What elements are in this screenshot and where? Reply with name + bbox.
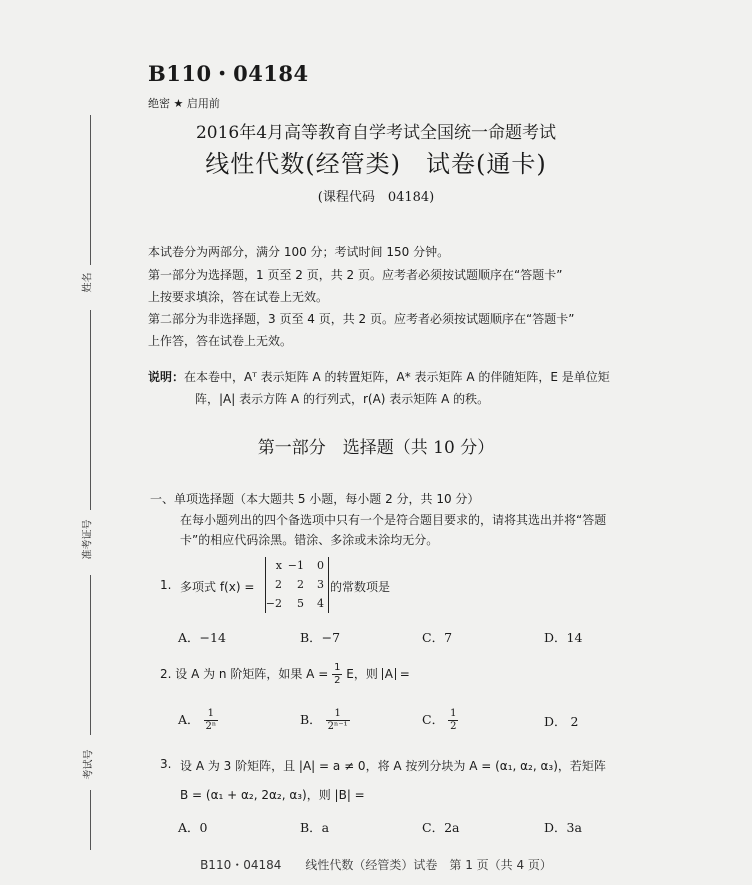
side-label-name: 姓名 bbox=[82, 272, 94, 293]
q1-determinant bbox=[265, 557, 329, 613]
q3-option-d: D．3a bbox=[544, 820, 582, 835]
intro-line-5: 上作答，答在试卷上无效。 bbox=[148, 334, 293, 348]
q2-frac-num: 1 bbox=[334, 662, 341, 673]
matrix-cell: 2 bbox=[297, 578, 304, 591]
side-line-bottom bbox=[90, 790, 91, 850]
note-label: 说明： bbox=[148, 370, 185, 384]
frac-num: 1 bbox=[450, 708, 457, 719]
q1-option-c: C．7 bbox=[422, 630, 453, 645]
matrix-cell: −2 bbox=[265, 597, 282, 610]
q3-option-c: C．2a bbox=[422, 820, 460, 835]
frac-den: 2ⁿ bbox=[205, 721, 217, 732]
q2-frac-den: 2 bbox=[334, 675, 341, 686]
page-footer: B110・04184 线性代数（经管类）试卷 第 1 页（共 4 页） bbox=[200, 858, 552, 872]
side-line-mid bbox=[90, 310, 91, 510]
intro-line-2: 第一部分为选择题，1 页至 2 页，共 2 页。应考者必须按试题顺序在“答题卡” bbox=[148, 268, 563, 282]
frac-den: 2 bbox=[450, 721, 457, 732]
part1-heading: 一、单项选择题（本大题共 5 小题，每小题 2 分，共 10 分） bbox=[150, 492, 480, 506]
matrix-cell: 2 bbox=[275, 578, 282, 591]
q2-option-a-frac bbox=[204, 708, 219, 733]
frac-num: 1 bbox=[204, 708, 219, 721]
subject-title: 线性代数(经管类) 试卷(通卡) bbox=[205, 150, 547, 178]
q1-option-d: D．14 bbox=[544, 630, 583, 645]
frac-num: 1 bbox=[326, 708, 350, 721]
q1-option-b: B．−7 bbox=[300, 630, 341, 645]
q2-option-c-frac bbox=[448, 708, 458, 733]
intro-line-4: 第二部分为非选择题，3 页至 4 页，共 2 页。应考者必须按试题顺序在“答题卡” bbox=[148, 312, 575, 326]
q3-line-2: B = (α₁ + α₂, 2α₂, α₃)，则 |B| = bbox=[180, 788, 365, 802]
part1-instruction-2: 卡”的相应代码涂黑。错涂、多涂或未涂均无分。 bbox=[180, 533, 439, 547]
q2-option-a-letter: A． bbox=[178, 712, 200, 727]
q3-option-a: A．0 bbox=[178, 820, 208, 835]
note-line-2: 阵，|A| 表示方阵 A 的行列式，r(A) 表示矩阵 A 的秩。 bbox=[195, 392, 490, 406]
note-line-1 bbox=[148, 368, 610, 385]
q2-option-d-value: 2 bbox=[570, 714, 579, 729]
q2-option-b-letter: B． bbox=[300, 712, 322, 727]
frac-den: 2ⁿ⁻¹ bbox=[327, 721, 348, 732]
q3-line-1: 设 A 为 3 阶矩阵，且 |A| = a ≠ 0，将 A 按列分块为 A = (α₁, α₂, α₃)，若矩阵 bbox=[180, 759, 606, 773]
q2-option-b bbox=[300, 708, 350, 733]
side-label-exam-id: 准考证号 bbox=[82, 519, 94, 560]
q1-prefix: 多项式 f(x) = bbox=[180, 580, 255, 594]
matrix-cell: −1 bbox=[287, 559, 304, 572]
q2-fraction bbox=[332, 662, 342, 687]
note-text-1: 在本卷中，Aᵀ 表示矩阵 A 的转置矩阵，A* 表示矩阵 A 的伴随矩阵，E 是单位矩 bbox=[184, 370, 610, 384]
q2-mid: E，则 bbox=[346, 667, 378, 681]
q1-number: 1. bbox=[160, 578, 172, 592]
part1-instruction-1: 在每小题列出的四个备选项中只有一个是符合题目要求的，请将其选出并将“答题 bbox=[180, 513, 607, 527]
q2-prefix: 设 A 为 n 阶矩阵，如果 A = bbox=[175, 667, 329, 681]
side-line-top bbox=[90, 115, 91, 265]
q2-option-a bbox=[178, 708, 218, 733]
q2-option-c-letter: C． bbox=[422, 712, 445, 727]
q3-number: 3. bbox=[160, 757, 172, 771]
q2-abs: A bbox=[382, 668, 396, 680]
q3-option-b: B．a bbox=[300, 820, 330, 835]
side-label-room: 考试号 bbox=[83, 749, 95, 780]
q2-number: 2. bbox=[160, 667, 172, 681]
intro-line-1: 本试卷分为两部分，满分 100 分；考试时间 150 分钟。 bbox=[148, 245, 450, 259]
exam-title: 2016年4月高等教育自学考试全国统一命题考试 bbox=[195, 123, 557, 143]
q2-option-c bbox=[422, 708, 458, 733]
matrix-cell: 4 bbox=[317, 597, 324, 610]
matrix-cell: 0 bbox=[317, 559, 324, 572]
matrix-cell: x bbox=[275, 559, 282, 572]
course-code: (课程代码 04184) bbox=[317, 190, 435, 205]
intro-line-3: 上按要求填涂，答在试卷上无效。 bbox=[148, 290, 329, 304]
q2-line bbox=[160, 662, 410, 687]
matrix-cell: 3 bbox=[317, 578, 324, 591]
q1-suffix: 的常数项是 bbox=[330, 580, 391, 594]
paper-code: B110・04184 bbox=[148, 61, 309, 86]
section-title: 第一部分 选择题（共 10 分） bbox=[257, 438, 495, 458]
secret-mark: 绝密 ★ 启用前 bbox=[148, 97, 220, 110]
q2-end: = bbox=[399, 667, 410, 681]
q2-option-d bbox=[544, 712, 578, 730]
matrix-cell: 5 bbox=[297, 597, 304, 610]
q2-option-d-letter: D． bbox=[544, 714, 567, 729]
q1-option-a: A．−14 bbox=[178, 630, 226, 645]
side-line-low bbox=[90, 575, 91, 735]
q2-option-b-frac bbox=[326, 708, 350, 733]
